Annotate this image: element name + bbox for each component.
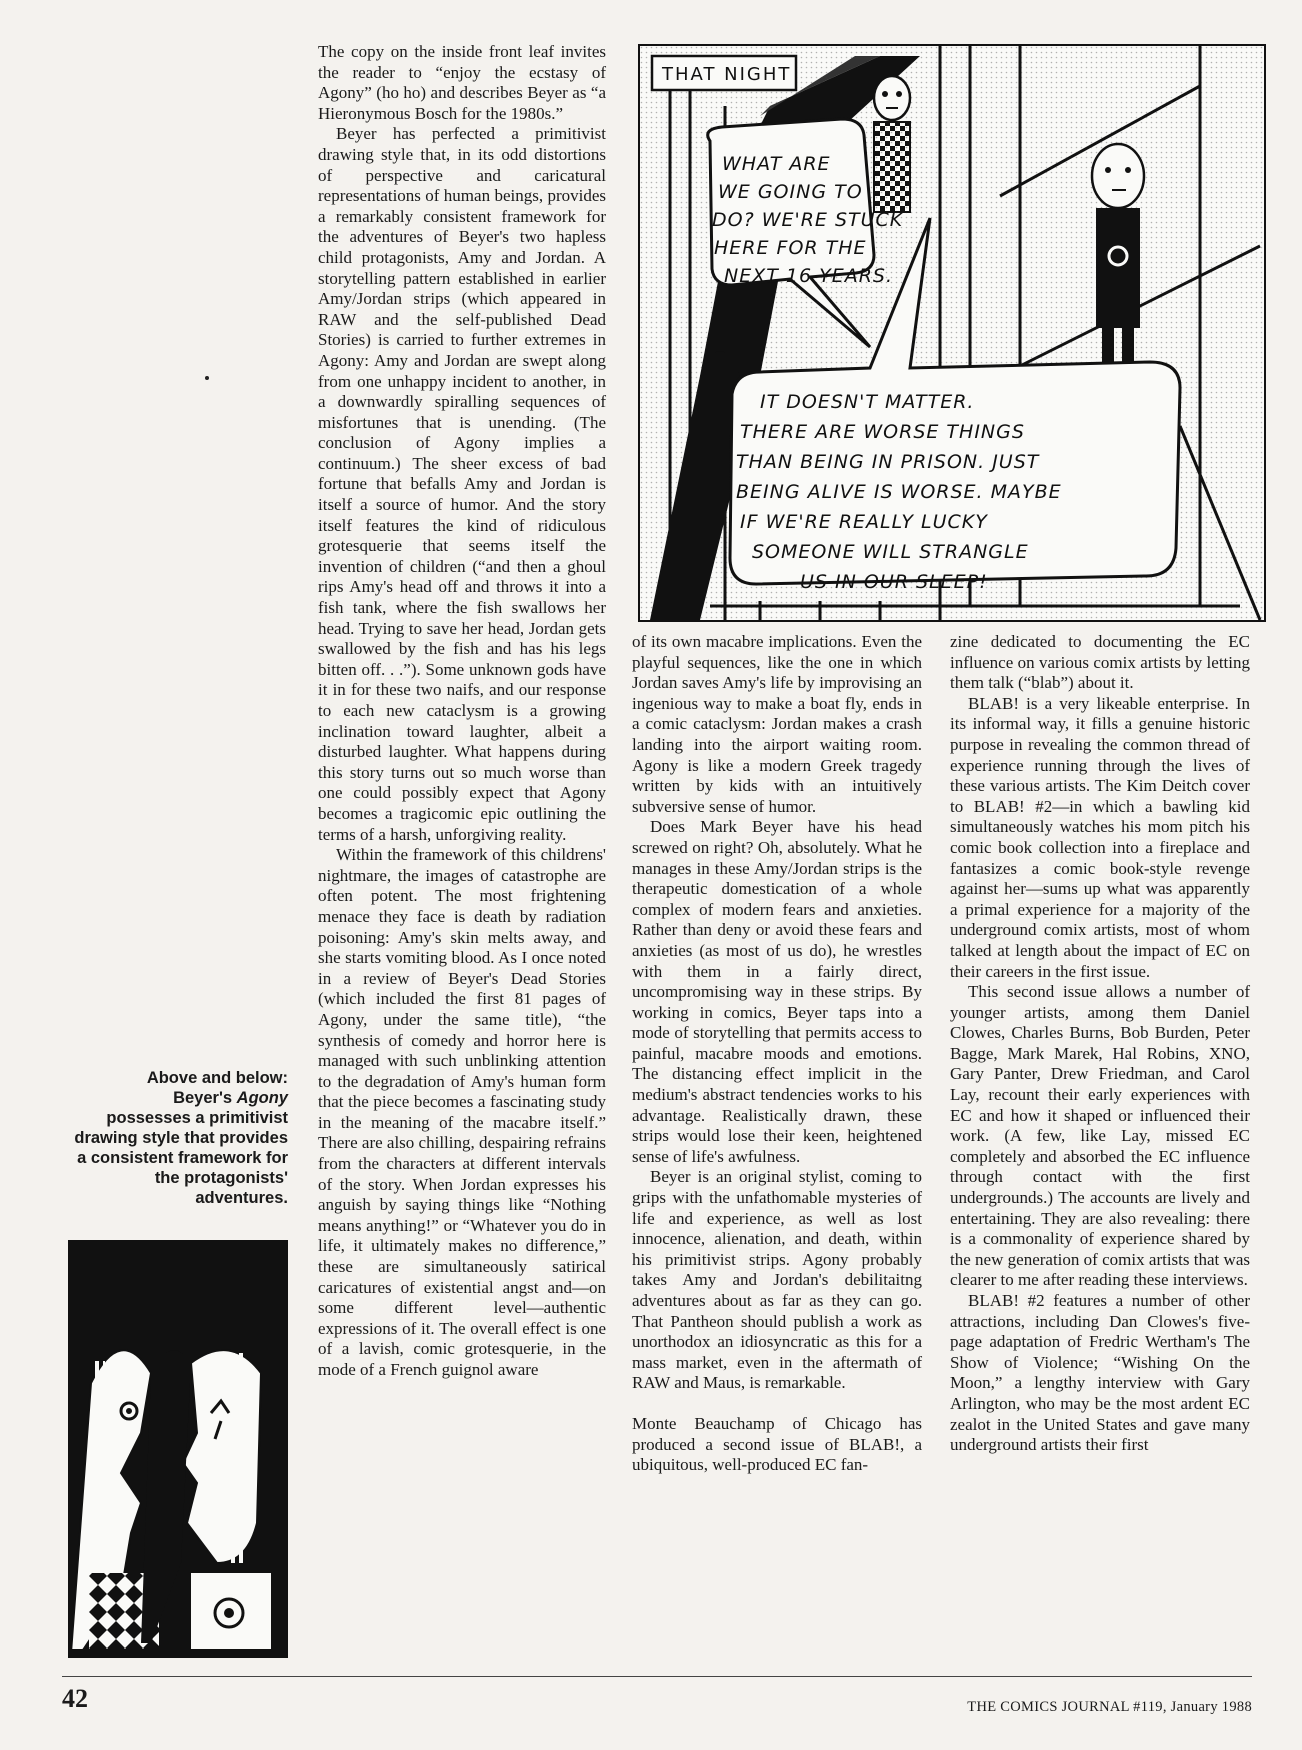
balloon2-text: IT DOESN'T MATTER. THERE ARE WORSE THINGS THAN BEING IN PRISON. JUST BEING ALIVE IS WORSE. MAYBE IF WE'RE REALLY LUCKY SOMEONE WILL STRANGLE US IN OUR SLEEP! xyxy=(736,391,1062,593)
article-column-3 xyxy=(950,632,1250,1456)
col2-paragraph-2: Does Mark Beyer have his head screwed on right? Oh, absolutely. What he manages in these Amy/Jordan strips is the therapeutic domestication of a whole complex of modern fears and anxieties. Rather than deny or avoid these fears and anxieties (as most of us do), he wrestles with them in a fairly direct, uncompromising way in these strips. By working in comics, Beyer taps into a mode of storytelling that permits access to painful, macabre moods and emotions. The distancing effect implicit in the medium's abstract tendencies works to his advantage. Realistically drawn, these strips would lose their keen, heightened sense of life's awfulness. xyxy=(632,817,922,1166)
col1-paragraph-2: Beyer has perfected a primitivist drawing style that, in its odd distortions of perspective and caricatural representations of human beings, provides a remarkably consistent framework for the adventures of Beyer's two hapless child protagonists, Amy and Jordan. A storytelling pattern established in earlier Amy/Jordan strips (which appeared in RAW and the self-published Dead Stories) is carried to further extremes in Agony: Amy and Jordan are swept along from one unhappy incident to another, in a downwardly spiralling sequences of misfortunes that is unending. (The conclusion of Agony implies a continuum.) The sheer excess of bad fortune that befalls Amy and Jordan is itself a source of humor. And the story itself features the kind of ridiculous grotesquerie that seems itself the invention of children (“and then a ghoul rips Amy's head off and throws it into a fish tank, where the fish swallows her head. Trying to save her head, Jordan gets swallowed by the fish and has his legs bitten off. . .”). Some unknown gods have it in for these two naifs, and our response to each new cataclysm is a growing inclination toward laughter, albeit a disturbed laughter. What happens during this story turns out so much worse than one could possibly expect that Agony becomes a tragicomic epic outlining the terms of a harsh, unforgiving reality. xyxy=(318,124,606,844)
comic-panel-faces xyxy=(68,1240,288,1658)
caption-line-1: Above and below: xyxy=(146,1069,288,1087)
col3-paragraph-2: BLAB! is a very likeable enterprise. In its informal way, it fills a genuine historic purpose in revealing the common thread of experience running through the lives of these various artists. The Kim Deitch cover to BLAB! #2—in which a bawling kid simultaneously watches his mom pitch his comic book collection into a fireplace and fantasizes a comic book-style revenge against her—sums up what was apparently a primal experience for a majority of the underground comix artists, most of whom talked at length about the impact of EC on their careers in the first issue. xyxy=(950,693,1250,981)
caption-rest: possesses a primitivist drawing style that provides a consistent framework for the protagonists' adventures. xyxy=(74,1109,288,1207)
col2-paragraph-1: of its own macabre implications. Even the playful sequences, like the one in which Jordan saves Amy's life by improvising an ingenious way to make a boat fly, ends in a comic cataclysm: Jordan makes a crash landing into the airport waiting room. Agony is like a modern Greek tragedy written by kids with an intuitively subversive sense of humor. xyxy=(632,632,922,816)
svg-text:THAT NIGHT: THAT NIGHT xyxy=(662,64,792,85)
col2-paragraph-4: Monte Beauchamp of Chicago has produced a second issue of BLAB!, a ubiquitous, well-produced EC fan- xyxy=(632,1413,922,1475)
col3-paragraph-4: BLAB! #2 features a number of other attractions, including Dan Clowes's five-page adaptation of Fredric Wertham's The Show of Violence; “Wishing On the Moon,” a lengthy interview with Gary Arlington, who may be the most ardent EC zealot in the United States and gave many underground artists their first xyxy=(950,1291,1250,1455)
balloon1-text: WHAT ARE WE GOING TO DO? WE'RE STUCK HERE FOR THE NEXT 16 YEARS. xyxy=(712,153,904,287)
page-number: 42 xyxy=(62,1684,88,1713)
col3-paragraph-3: This second issue allows a number of younger artists, among them Daniel Clowes, Charles Burns, Bob Burden, Peter Bagge, Mark Marek, Hal Robins, XNO, Gary Panter, Drew Friedman, and Carol Lay, recount their early experiences with EC and how it shaped or influenced their work. (A few, like Lay, missed EC completely and absorbed the EC influence through contact with the first undergrounds.) The accounts are lively and entertaining. They are also revealing: there is a commonality of experience shared by the new generation of comix artists that was clearer to me after reading these interviews. xyxy=(950,982,1250,1290)
col2-paragraph-3: Beyer is an original stylist, coming to grips with the unfathomable mysteries of life and experience, as well as lost innocence, alienation, and death, within his primitivist strips. Agony probably takes Amy and Jordan's debilitaitng adventures about as far as they can go. That Pantheon should publish a work as unorthodox an idiosyncratic as this for a mass market, even in the aftermath of RAW and Maus, is remarkable. xyxy=(632,1167,922,1393)
comic-panel-art xyxy=(640,46,1264,620)
article-column-1 xyxy=(318,42,606,1381)
comic-faces-art xyxy=(71,1243,279,1649)
col1-paragraph-3: Within the framework of this childrens' nightmare, the images of catastrophe are often potent. The most frightening menace they face is death by radiation poisoning: Amy's skin melts away, and she starts vomiting blood. As I once noted in a review of Beyer's Dead Stories (which included the first 81 pages of Agony, under the same title), “the synthesis of comedy and horror here is managed with such unblinking attention to the degradation of Amy's human form that the piece becomes a fascinating study in the meaning of the macabre itself.” There are also chilling, despairing refrains from the characters at different intervals of the story. When Jordan expresses his anguish by saying things like “Nothing means anything!” or “Whatever you do in life, it ultimately makes no difference,” these are simultaneously satirical caricatures of existential angst and—on some different level—authentic expressions of it. The overall effect is one of a lavish, comic grotesquerie, in the mode of a French guignol aware xyxy=(318,845,606,1379)
publication-footer: THE COMICS JOURNAL #119, January 1988 xyxy=(967,1699,1252,1715)
stray-dot xyxy=(205,376,209,380)
col3-paragraph-1: zine dedicated to documenting the EC influence on various comix artists by letting them talk (“blab”) about it. xyxy=(950,632,1250,693)
article-column-2 xyxy=(632,632,922,1476)
caption-line-2: Beyer's Agony xyxy=(173,1089,288,1107)
comic-panel-that-night xyxy=(638,44,1266,622)
caption-box-that-night xyxy=(652,56,796,90)
col1-paragraph-1: The copy on the inside front leaf invites the reader to “enjoy the ecstasy of Agony” (ho ho) and describes Beyer as “a Hieronymous Bosch for the 1980s.” xyxy=(318,42,606,123)
footer-rule xyxy=(62,1676,1252,1677)
figure-far xyxy=(874,76,910,212)
figure-caption xyxy=(62,1068,288,1208)
